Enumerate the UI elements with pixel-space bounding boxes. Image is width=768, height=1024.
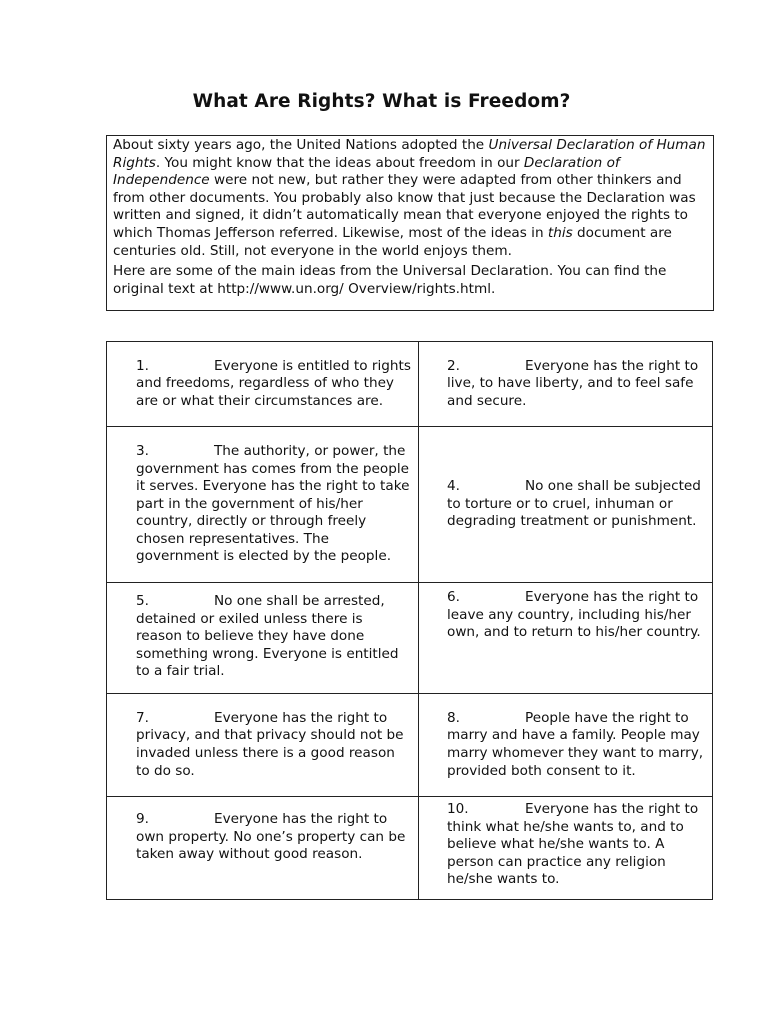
- right-cell-1: [107, 342, 419, 427]
- right-number: 4.: [447, 478, 460, 495]
- right-number: 5.: [136, 593, 149, 609]
- table-row: [107, 694, 713, 797]
- right-cell-10: [419, 797, 713, 900]
- right-text: Everyone has the right to think what he/she wants to, and to believe what he/she wants to. A person can practice any religion he/she wants to.: [447, 801, 699, 888]
- intro-declaration-title: Declaration of Independence: [113, 154, 620, 189]
- right-cell-4: [419, 427, 713, 583]
- intro-emphasis: this: [547, 224, 573, 241]
- right-cell-8: [419, 694, 713, 797]
- right-number: 1.: [136, 357, 149, 374]
- right-number: 6.: [447, 589, 460, 605]
- right-cell-9: [107, 797, 419, 900]
- right-cell-5: [107, 583, 419, 694]
- intro-text: . You might know that the ideas about freedom in our: [155, 154, 524, 171]
- right-text: No one shall be subjected to torture or to cruel, inhuman or degrading treatment or punishment.: [447, 478, 701, 530]
- page-title: What Are Rights? What is Freedom?: [192, 91, 571, 112]
- right-text: No one shall be arrested, detained or exiled unless there is reason to believe they have done something wrong. Everyone is entitled to a fair trial.: [136, 593, 399, 680]
- rights-table: [106, 341, 713, 900]
- table-row: [107, 342, 713, 427]
- table-row: [107, 427, 713, 583]
- intro-udhr-title: Universal Declaration of Human Rights: [113, 137, 706, 171]
- intro-text: document are centuries old. Still, not everyone in the world enjoys them.: [113, 224, 672, 259]
- right-text: Everyone has the right to own property. No one’s property can be taken away without good reason.: [136, 811, 406, 863]
- intro-text: were not new, but rather they were adapted from other thinkers and from other documents. You probably also know that just because the Declaration was written and signed, it didn’t automatically mean that everyone enjoyed the rights to which Thomas Jefferson referred. Likewise, most of the ideas in: [113, 172, 696, 241]
- table-row: [107, 797, 713, 900]
- right-text: The authority, or power, the government has comes from the people it serves. Everyone has the right to take part in the government of his/her country, directly or through freely chosen representatives. The government is elected by the people.: [136, 442, 410, 565]
- right-number: 9.: [136, 811, 149, 827]
- right-text: People have the right to marry and have a family. People may marry whomever they want to marry, provided both consent to it.: [447, 709, 704, 779]
- right-text: Everyone is entitled to rights and freedoms, regardless of who they are or what their circumstances are.: [136, 357, 411, 409]
- intro-paragraph-2: Here are some of the main ideas from the Universal Declaration. You can find the original text at http://www.un.org/ Overview/rights.html.: [113, 263, 667, 297]
- right-text: Everyone has the right to privacy, and that privacy should not be invaded unless there is a good reason to do so.: [136, 709, 404, 779]
- right-number: 10.: [447, 801, 469, 817]
- right-cell-6: [419, 583, 713, 694]
- table-row: [107, 583, 713, 694]
- right-number: 2.: [447, 357, 460, 374]
- right-cell-2: [419, 342, 713, 427]
- right-number: 7.: [136, 709, 149, 726]
- intro-paragraph-1: [113, 137, 707, 260]
- right-number: 3.: [136, 442, 149, 459]
- intro-text: About sixty years ago, the United Nations adopted the: [113, 137, 489, 153]
- intro-box: [106, 135, 714, 311]
- right-cell-7: [107, 694, 419, 797]
- right-number: 8.: [447, 709, 460, 726]
- right-text: Everyone has the right to leave any country, including his/her own, and to return to his/her country.: [447, 589, 701, 641]
- right-text: Everyone has the right to live, to have liberty, and to feel safe and secure.: [447, 357, 699, 409]
- right-cell-3: [107, 427, 419, 583]
